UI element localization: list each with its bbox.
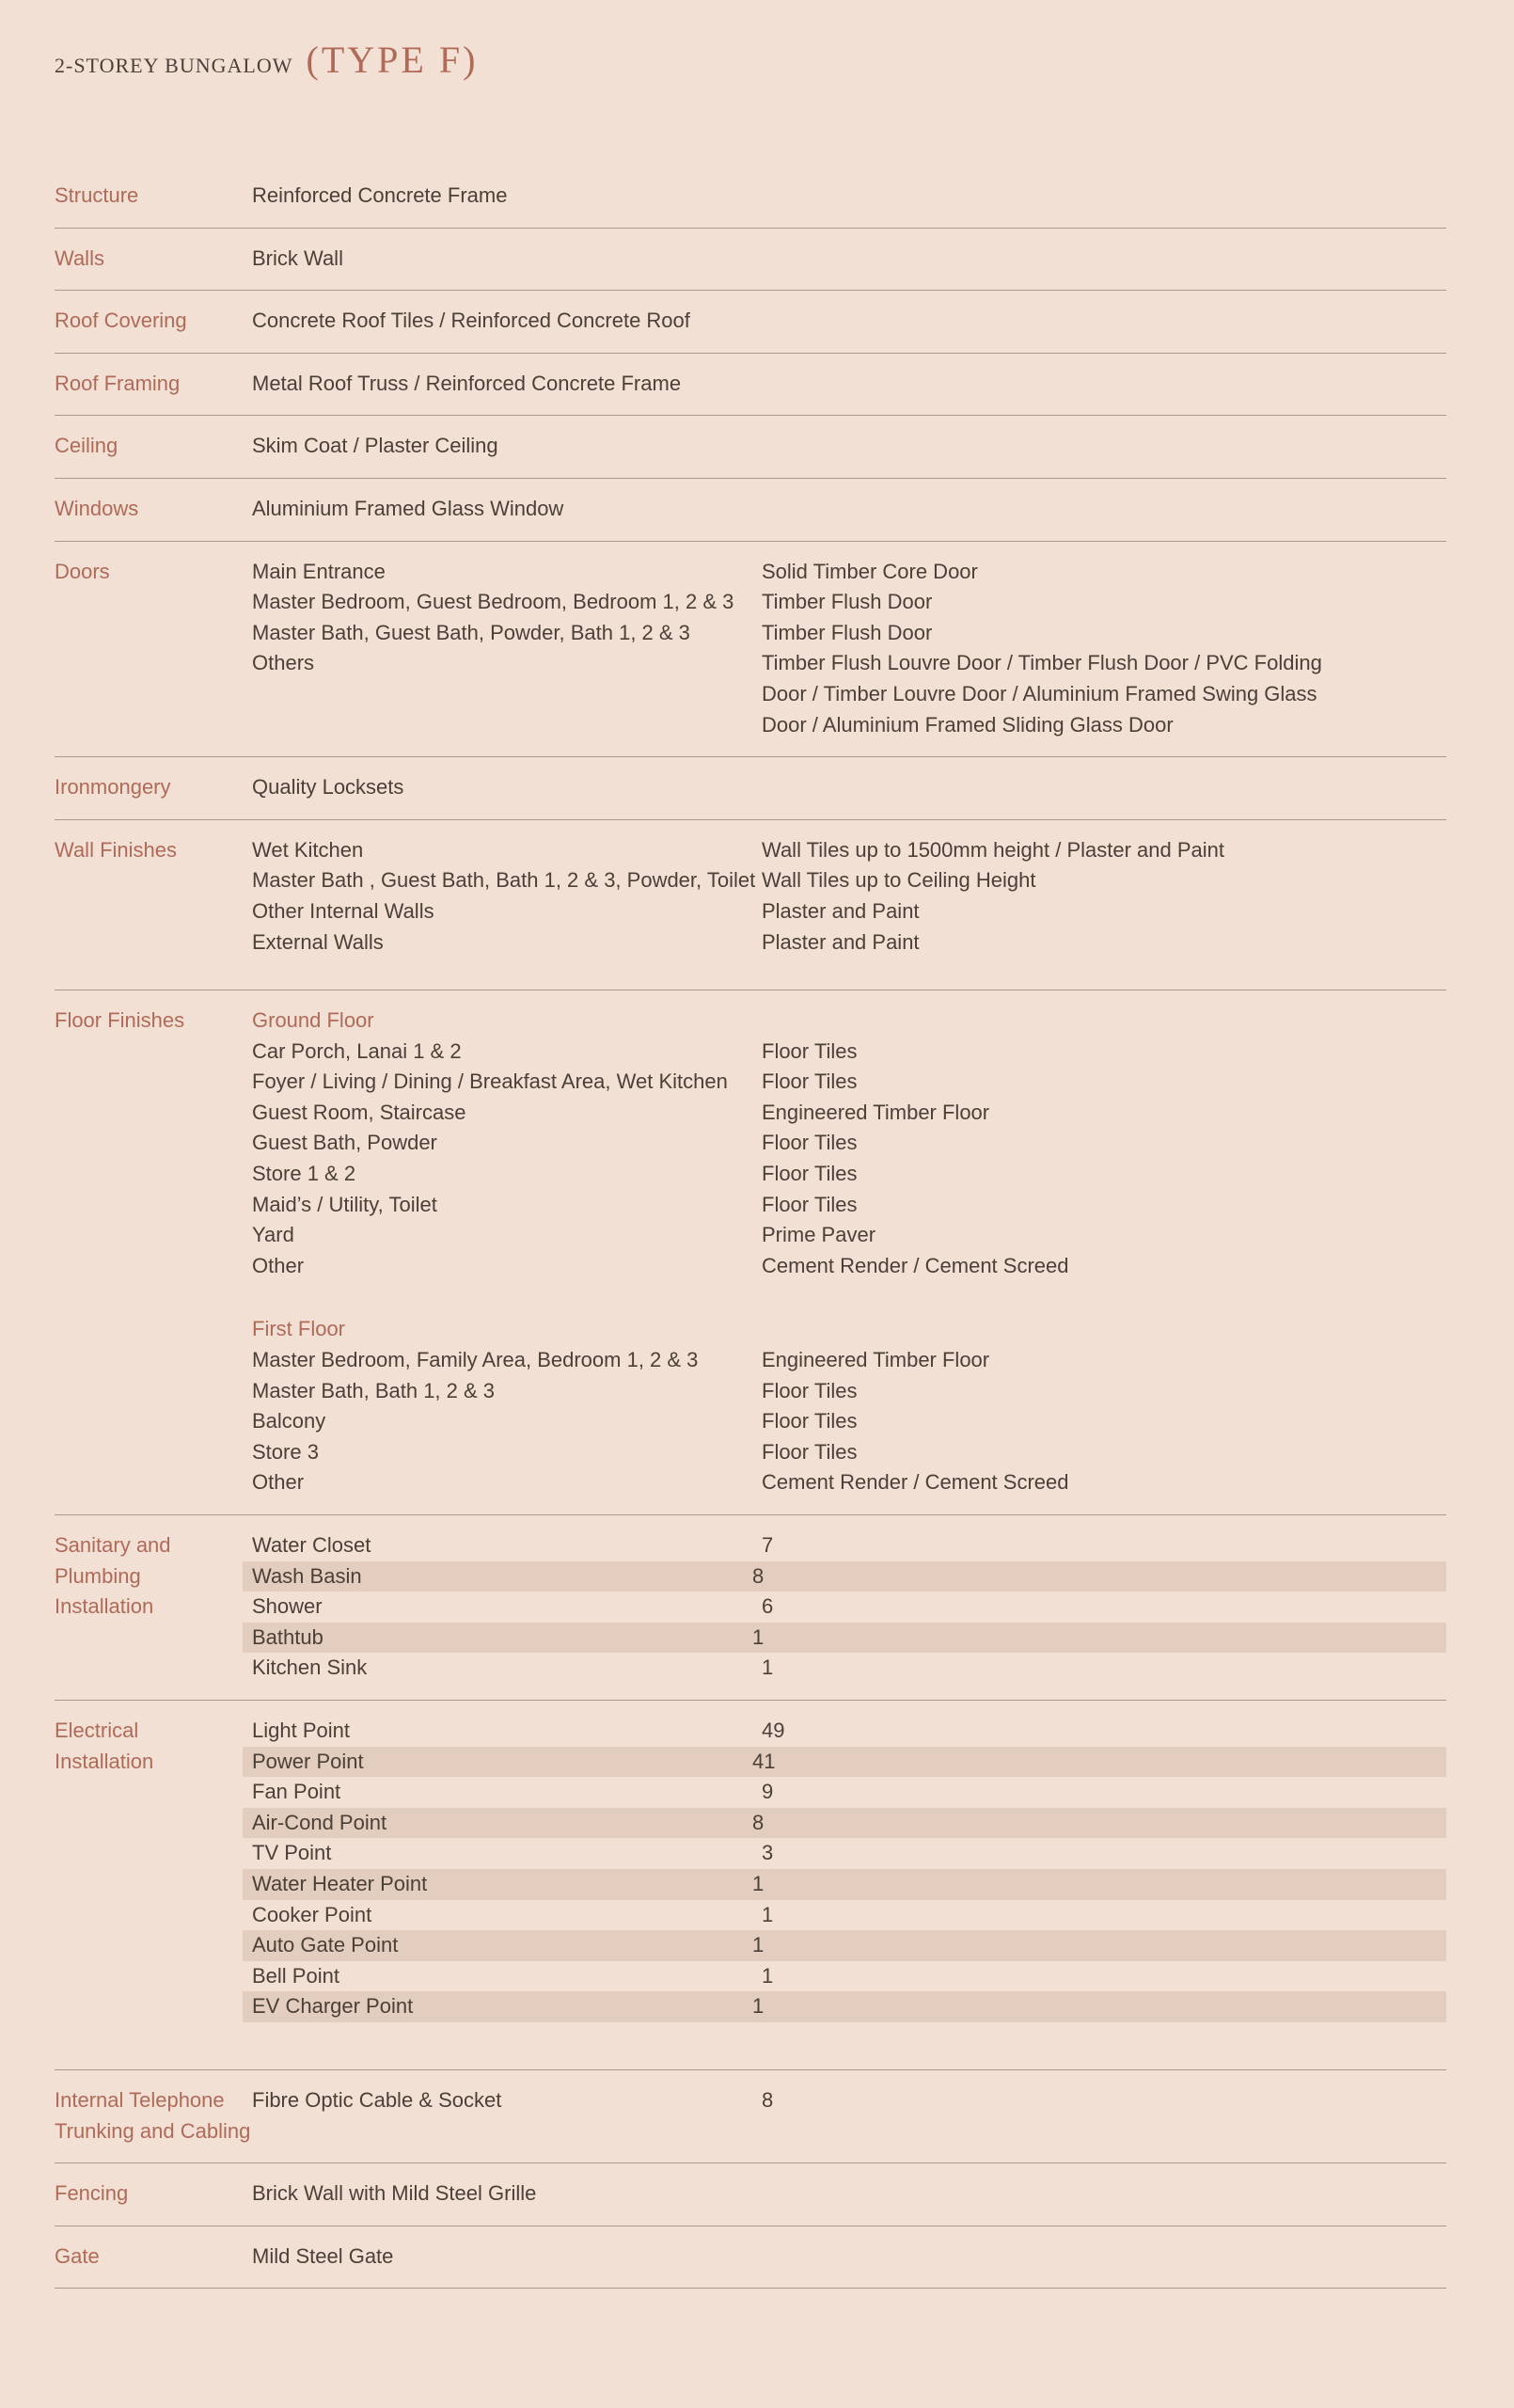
count-value: 8 bbox=[752, 1563, 765, 1588]
spec-detail: Plaster and Paint bbox=[762, 898, 920, 923]
spec-value: Reinforced Concrete Frame bbox=[252, 183, 508, 207]
spec-value: Aluminium Framed Glass Window bbox=[252, 496, 564, 520]
count-line bbox=[252, 1961, 1446, 1992]
row-telephone bbox=[55, 2070, 1446, 2163]
count-item: Light Point bbox=[252, 1718, 350, 1742]
spec-detail: Floor Tiles bbox=[762, 1378, 858, 1402]
spec-line bbox=[252, 648, 1446, 740]
spec-table bbox=[55, 166, 1446, 2289]
spec-detail: Prime Paver bbox=[762, 1223, 876, 1247]
count-value: 41 bbox=[752, 1749, 776, 1773]
spec-line bbox=[252, 1159, 1446, 1190]
category-label: Ironmongery bbox=[55, 775, 171, 800]
spec-item: Other Internal Walls bbox=[252, 898, 434, 923]
spec-detail: Timber Flush Louvre Door / Timber Flush Door / PVC Folding Door / Timber Louvre Door / Aluminium Framed Swing Glass Door / Aluminium Framed Sliding Glass Door bbox=[762, 651, 1322, 737]
spec-line bbox=[252, 835, 1446, 866]
spec-detail: Solid Timber Core Door bbox=[762, 559, 978, 583]
spec-item: Yard bbox=[252, 1223, 294, 1247]
spec-detail: Floor Tiles bbox=[762, 1439, 858, 1464]
spec-item: Store 1 & 2 bbox=[252, 1162, 356, 1186]
ground-floor-heading: Ground Floor bbox=[252, 1008, 374, 1033]
spec-detail: Timber Flush Door bbox=[762, 590, 933, 614]
spec-item: Foyer / Living / Dining / Breakfast Area, Wet Kitchen bbox=[252, 1069, 728, 1094]
spec-line bbox=[252, 865, 1446, 896]
row-structure bbox=[55, 166, 1446, 229]
count-value: 6 bbox=[762, 1594, 774, 1619]
spec-item: Wet Kitchen bbox=[252, 837, 364, 862]
category-label: Sanitary and Plumbing Installation bbox=[55, 1533, 171, 1619]
spec-value: Quality Locksets bbox=[252, 775, 404, 800]
spec-detail: Wall Tiles up to Ceiling Height bbox=[762, 868, 1036, 893]
spec-line bbox=[252, 1467, 1446, 1498]
count-value: 9 bbox=[762, 1780, 774, 1804]
spec-line bbox=[252, 1037, 1446, 1068]
spec-line bbox=[252, 1067, 1446, 1098]
spec-detail: Floor Tiles bbox=[762, 1038, 858, 1063]
row-floor-finishes bbox=[55, 990, 1446, 1515]
page-title bbox=[55, 38, 478, 82]
count-line bbox=[252, 2085, 1446, 2116]
category-label: Electrical Installation bbox=[55, 1718, 154, 1773]
count-value: 7 bbox=[762, 1533, 774, 1557]
spec-detail: Timber Flush Door bbox=[762, 620, 933, 644]
spec-detail: Floor Tiles bbox=[762, 1069, 858, 1094]
spec-detail: Wall Tiles up to 1500mm height / Plaster and Paint bbox=[762, 837, 1224, 862]
spec-item: Master Bedroom, Family Area, Bedroom 1, 2 & 3 bbox=[252, 1348, 699, 1372]
spec-line bbox=[252, 557, 1446, 588]
category-label: Structure bbox=[55, 183, 139, 207]
count-value: 1 bbox=[752, 1933, 765, 1957]
count-line bbox=[252, 1592, 1446, 1623]
spec-line bbox=[252, 927, 1446, 958]
count-value: 49 bbox=[762, 1718, 785, 1742]
spec-item: Master Bath , Guest Bath, Bath 1, 2 & 3, Powder, Toilet bbox=[252, 868, 756, 893]
count-item: Auto Gate Point bbox=[252, 1933, 399, 1957]
spec-detail: Floor Tiles bbox=[762, 1131, 858, 1155]
row-electrical bbox=[55, 1701, 1446, 2070]
count-line bbox=[252, 1838, 1446, 1869]
count-value: 1 bbox=[752, 1624, 765, 1649]
count-value: 8 bbox=[752, 1810, 765, 1834]
count-line bbox=[252, 1777, 1446, 1808]
count-line bbox=[243, 1561, 1446, 1592]
count-value: 1 bbox=[752, 1871, 765, 1895]
row-wall-finishes bbox=[55, 820, 1446, 990]
count-item: EV Charger Point bbox=[252, 1994, 414, 2019]
spec-line bbox=[252, 587, 1446, 618]
spec-line bbox=[252, 1251, 1446, 1282]
count-line bbox=[243, 1869, 1446, 1900]
spec-line bbox=[252, 1098, 1446, 1129]
spec-line bbox=[252, 618, 1446, 649]
spec-item: Other bbox=[252, 1470, 305, 1495]
count-line bbox=[243, 1930, 1446, 1961]
count-value: 8 bbox=[762, 2087, 774, 2112]
title-main: 2-STOREY BUNGALOW bbox=[55, 54, 293, 77]
spec-item: Guest Bath, Powder bbox=[252, 1131, 437, 1155]
spec-detail: Plaster and Paint bbox=[762, 929, 920, 954]
row-walls bbox=[55, 229, 1446, 292]
category-label: Wall Finishes bbox=[55, 837, 177, 862]
spec-item: Guest Room, Staircase bbox=[252, 1100, 466, 1124]
row-windows bbox=[55, 479, 1446, 542]
count-value: 3 bbox=[762, 1841, 774, 1865]
count-item: Shower bbox=[252, 1594, 323, 1619]
spec-item: Others bbox=[252, 651, 315, 675]
spec-value: Concrete Roof Tiles / Reinforced Concrete Roof bbox=[252, 309, 690, 333]
count-line bbox=[252, 1900, 1446, 1931]
row-ironmongery bbox=[55, 757, 1446, 820]
spec-line bbox=[252, 1376, 1446, 1407]
spec-item: Maid’s / Utility, Toilet bbox=[252, 1192, 437, 1216]
count-line bbox=[243, 1747, 1446, 1778]
row-doors bbox=[55, 542, 1446, 758]
spec-line bbox=[252, 1406, 1446, 1437]
row-ceiling bbox=[55, 416, 1446, 479]
row-roof-covering bbox=[55, 291, 1446, 354]
count-value: 1 bbox=[762, 1963, 774, 1988]
spec-value: Skim Coat / Plaster Ceiling bbox=[252, 434, 498, 458]
row-gate bbox=[55, 2226, 1446, 2289]
count-line bbox=[252, 1530, 1446, 1561]
count-item: Water Heater Point bbox=[252, 1871, 428, 1895]
row-sanitary bbox=[55, 1515, 1446, 1701]
spec-value: Mild Steel Gate bbox=[252, 2243, 394, 2268]
spec-line bbox=[252, 1437, 1446, 1468]
category-label: Internal Telephone Trunking and Cabling bbox=[55, 2087, 251, 2143]
spec-line bbox=[252, 1190, 1446, 1221]
spec-detail: Cement Render / Cement Screed bbox=[762, 1253, 1069, 1277]
spec-detail: Engineered Timber Floor bbox=[762, 1100, 990, 1124]
row-roof-framing bbox=[55, 354, 1446, 417]
spec-detail: Floor Tiles bbox=[762, 1162, 858, 1186]
spec-item: Car Porch, Lanai 1 & 2 bbox=[252, 1038, 462, 1063]
spec-item: Main Entrance bbox=[252, 559, 386, 583]
count-value: 1 bbox=[762, 1656, 774, 1680]
spec-line bbox=[252, 896, 1446, 927]
spec-item: External Walls bbox=[252, 929, 384, 954]
count-line bbox=[252, 1653, 1446, 1684]
spec-value: Brick Wall bbox=[252, 246, 343, 270]
spec-item: Master Bath, Bath 1, 2 & 3 bbox=[252, 1378, 496, 1402]
category-label: Fencing bbox=[55, 2181, 129, 2206]
count-line bbox=[243, 1623, 1446, 1654]
spec-line bbox=[252, 1220, 1446, 1251]
row-fencing bbox=[55, 2163, 1446, 2226]
count-value: 1 bbox=[762, 1902, 774, 1926]
count-line bbox=[243, 1808, 1446, 1839]
first-floor-heading: First Floor bbox=[252, 1317, 345, 1341]
spec-item: Balcony bbox=[252, 1409, 326, 1434]
count-item: Bell Point bbox=[252, 1963, 339, 1988]
count-item: Wash Basin bbox=[252, 1563, 362, 1588]
category-label: Windows bbox=[55, 496, 139, 520]
spec-value: Brick Wall with Mild Steel Grille bbox=[252, 2181, 537, 2206]
count-item: Cooker Point bbox=[252, 1902, 372, 1926]
category-label: Floor Finishes bbox=[55, 1008, 185, 1033]
count-line bbox=[243, 1991, 1446, 2022]
count-item: Bathtub bbox=[252, 1624, 323, 1649]
spec-value: Metal Roof Truss / Reinforced Concrete Frame bbox=[252, 371, 682, 395]
category-label: Roof Framing bbox=[55, 371, 181, 395]
count-item: Air-Cond Point bbox=[252, 1810, 387, 1834]
count-value: 1 bbox=[752, 1994, 765, 2019]
spec-detail: Cement Render / Cement Screed bbox=[762, 1470, 1069, 1495]
spec-item: Other bbox=[252, 1253, 305, 1277]
count-line bbox=[252, 1716, 1446, 1747]
category-label: Doors bbox=[55, 559, 110, 583]
category-label: Roof Covering bbox=[55, 309, 187, 333]
count-item: Power Point bbox=[252, 1749, 364, 1773]
spec-item: Master Bedroom, Guest Bedroom, Bedroom 1, 2 & 3 bbox=[252, 590, 734, 614]
spec-line bbox=[252, 1345, 1446, 1376]
count-item: Water Closet bbox=[252, 1533, 371, 1557]
count-item: Kitchen Sink bbox=[252, 1656, 368, 1680]
category-label: Gate bbox=[55, 2243, 100, 2268]
spec-line bbox=[252, 1128, 1446, 1159]
count-item: TV Point bbox=[252, 1841, 332, 1865]
spec-detail: Engineered Timber Floor bbox=[762, 1348, 990, 1372]
category-label: Ceiling bbox=[55, 434, 118, 458]
count-item: Fibre Optic Cable & Socket bbox=[252, 2087, 502, 2112]
spec-detail: Floor Tiles bbox=[762, 1192, 858, 1216]
count-item: Fan Point bbox=[252, 1780, 341, 1804]
category-label: Walls bbox=[55, 246, 104, 270]
title-type: (TYPE F) bbox=[306, 39, 479, 81]
spec-item: Master Bath, Guest Bath, Powder, Bath 1, 2 & 3 bbox=[252, 620, 690, 644]
spec-item: Store 3 bbox=[252, 1439, 319, 1464]
spec-detail: Floor Tiles bbox=[762, 1409, 858, 1434]
